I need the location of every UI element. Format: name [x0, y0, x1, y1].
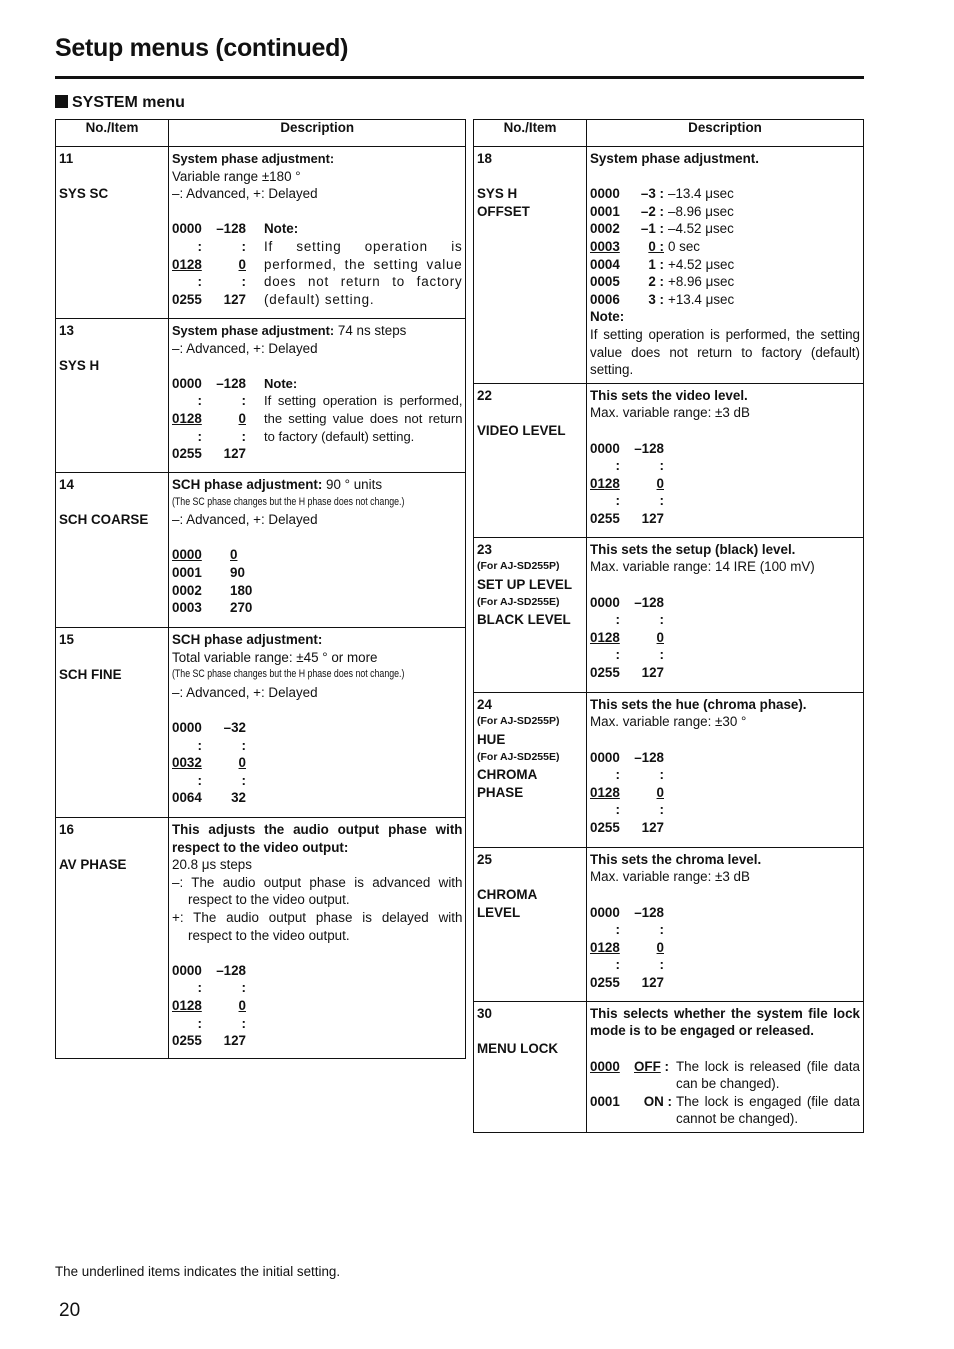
- note-text: If setting operation is performed, the setting value does not return to factory (default) setting.: [264, 238, 463, 307]
- value-key: 0255: [590, 510, 620, 526]
- value-key-default: 0128: [590, 475, 620, 491]
- value-desc: +13.4 μsec: [668, 291, 735, 307]
- value-val: 127: [223, 446, 246, 462]
- item-cell: [56, 628, 169, 818]
- item-cell: [56, 319, 169, 473]
- description-text: –: Advanced, +: Delayed: [172, 512, 318, 528]
- value-val: –128: [634, 904, 664, 920]
- note-text: If setting operation is performed, the setting value does not return to factory (default) setting.: [264, 393, 463, 444]
- value-colon: :: [615, 957, 620, 973]
- value-val-text: ON: [643, 1093, 664, 1109]
- value-colon: :: [659, 802, 664, 818]
- value-val: 90: [230, 564, 245, 580]
- value-grid: [590, 904, 860, 992]
- description-heading: This sets the chroma level.: [590, 851, 762, 867]
- value-key-default: 0128: [172, 256, 202, 272]
- description-heading: This sets the video level.: [590, 387, 748, 403]
- value-colon: :: [241, 238, 246, 254]
- description-cell: [587, 692, 864, 847]
- value-key: 0001: [590, 1093, 620, 1109]
- description-heading: This sets the hue (chroma phase).: [590, 696, 807, 712]
- value-val: 127: [641, 510, 664, 526]
- value-key: 0255: [590, 974, 620, 990]
- value-colon: :: [615, 612, 620, 628]
- value-key: 0255: [172, 1033, 202, 1049]
- item-name: VIDEO LEVEL: [477, 422, 566, 438]
- item-name: SYS H: [59, 358, 100, 374]
- description-text: Max. variable range: ±3 dB: [590, 405, 750, 421]
- value-key: 0001: [590, 203, 620, 219]
- title-rule: [55, 76, 864, 79]
- value-val-default: 0: [656, 629, 664, 645]
- value-desc: The lock is engaged (file data cannot be changed).: [676, 1093, 860, 1127]
- header-description: Description: [587, 120, 864, 147]
- value-colon: :: [241, 980, 246, 996]
- value-val-default: [638, 238, 668, 256]
- value-key-default: 0000: [590, 1058, 620, 1074]
- note-label: Note:: [264, 375, 298, 391]
- description-text: Total variable range: ±45 ° or more: [172, 649, 378, 665]
- note-text: If setting operation is performed, the setting value does not return to factory (default) setting.: [590, 326, 860, 378]
- value-colon: :: [241, 772, 246, 788]
- value-colon: :: [659, 612, 664, 628]
- value-colon: :: [197, 772, 202, 788]
- item-name: AV PHASE: [59, 857, 127, 873]
- value-grid: [172, 719, 462, 807]
- item-number: 16: [59, 822, 74, 837]
- value-key-default: 0032: [172, 755, 202, 771]
- description-text: 90 ° units: [322, 477, 383, 492]
- value-colon: :: [615, 493, 620, 509]
- description-small-note: (The SC phase changes but the H phase does not change.): [172, 495, 405, 508]
- value-colon: :: [241, 428, 246, 444]
- item-cell: [474, 847, 587, 1001]
- header-no-item: No./Item: [474, 120, 587, 147]
- description-heading: System phase adjustment:: [172, 323, 335, 338]
- left-table: [55, 119, 466, 1059]
- value-key: 0000: [590, 440, 620, 456]
- value-key: 0001: [172, 564, 202, 580]
- value-grid: [590, 594, 860, 682]
- description-cell: [587, 537, 864, 692]
- value-val: –128: [216, 375, 246, 391]
- right-table: [473, 119, 864, 1133]
- value-colon: :: [197, 238, 202, 254]
- value-val: –32: [223, 719, 246, 735]
- value-grid: [590, 440, 860, 528]
- table-row: [56, 628, 466, 818]
- item-cell: [474, 1001, 587, 1132]
- value-val: ON :: [643, 1093, 672, 1109]
- item-name: LEVEL: [477, 904, 521, 920]
- value-val: –128: [634, 440, 664, 456]
- value-val: 127: [223, 1033, 246, 1049]
- value-colon: :: [615, 458, 620, 474]
- table-row: [474, 692, 864, 847]
- item-cell: [56, 473, 169, 628]
- description-heading: SCH phase adjustment:: [172, 632, 323, 647]
- item-cell: [474, 692, 587, 847]
- description-cell: [169, 473, 466, 628]
- item-number: 30: [477, 1005, 492, 1021]
- item-name: BLACK LEVEL: [477, 612, 571, 628]
- value-colon: :: [659, 922, 664, 938]
- value-key-default: 0128: [590, 629, 620, 645]
- table-row: [56, 147, 466, 319]
- value-key: 0000: [590, 594, 620, 610]
- value-key: 0255: [172, 446, 202, 462]
- value-val-default-text: 0 :: [648, 238, 664, 254]
- value-colon: :: [197, 393, 202, 409]
- value-val-default: 0: [238, 410, 246, 426]
- value-colon: :: [659, 493, 664, 509]
- value-block: [172, 220, 462, 308]
- value-colon: :: [241, 737, 246, 753]
- description-heading: This sets the setup (black) level.: [590, 541, 796, 557]
- description-heading: This selects whether the system file lock mode is to be engaged or released.: [590, 1005, 860, 1039]
- description-cell: [169, 628, 466, 818]
- description-text: –: The audio output phase is advanced with respect to the video output.: [172, 874, 463, 908]
- value-key: 0000: [172, 221, 202, 237]
- model-note: (For AJ-SD255P): [477, 560, 560, 573]
- value-key: 0000: [590, 749, 620, 765]
- value-key: 0002: [172, 582, 202, 598]
- description-text: Max. variable range: ±3 dB: [590, 869, 750, 885]
- value-grid: [590, 749, 860, 837]
- table-row: [56, 473, 466, 628]
- description-cell: [587, 383, 864, 537]
- value-key-default: 0003: [590, 238, 620, 254]
- value-key: 0255: [172, 291, 202, 307]
- value-key: 0000: [590, 186, 620, 202]
- value-val: –128: [634, 594, 664, 610]
- page-number: 20: [59, 1300, 81, 1321]
- description-text: –: Advanced, +: Delayed: [172, 684, 318, 700]
- value-val: 270: [230, 600, 253, 616]
- value-val: 180: [230, 582, 253, 598]
- description-text: Max. variable range: 14 IRE (100 mV): [590, 559, 815, 575]
- note-label: Note:: [590, 309, 625, 325]
- value-key-default: 0128: [590, 939, 620, 955]
- value-colon: :: [615, 767, 620, 783]
- description-small-note: (The SC phase changes but the H phase does not change.): [172, 668, 405, 681]
- value-val-default: 0: [656, 784, 664, 800]
- value-colon: :: [615, 647, 620, 663]
- header-row: [474, 120, 864, 147]
- description-text: –: Advanced, +: Delayed: [172, 186, 318, 202]
- value-colon: :: [197, 274, 202, 290]
- item-name: SYS H: [477, 186, 518, 202]
- item-name: SET UP LEVEL: [477, 576, 572, 592]
- table-row: [474, 537, 864, 692]
- item-number: 23: [477, 541, 492, 557]
- value-desc: –8.96 μsec: [668, 203, 734, 219]
- item-number: 24: [477, 696, 492, 712]
- note-block: [260, 220, 462, 308]
- item-cell: [474, 383, 587, 537]
- value-colon: :: [659, 647, 664, 663]
- value-key: 0000: [172, 375, 202, 391]
- item-name: CHROMA: [477, 767, 538, 783]
- description-cell: [587, 847, 864, 1001]
- value-val-default: 0: [656, 939, 664, 955]
- description-heading: This adjusts the audio output phase with respect to the video output:: [172, 822, 463, 855]
- value-val-default: 0: [230, 547, 238, 563]
- description-heading: System phase adjustment.: [590, 151, 759, 166]
- value-key: 0255: [590, 819, 620, 835]
- value-colon: :: [241, 1015, 246, 1031]
- value-val: 127: [641, 664, 664, 680]
- header-row: [56, 120, 466, 147]
- footnote: The underlined items indicates the initial setting.: [55, 1264, 341, 1279]
- value-desc: –13.4 μsec: [668, 186, 734, 202]
- model-note: (For AJ-SD255E): [477, 595, 560, 608]
- section-heading: [55, 94, 185, 112]
- value-val: 32: [231, 790, 246, 806]
- value-key: 0004: [590, 256, 620, 272]
- table-row: [56, 319, 466, 473]
- value-grid: [590, 1058, 860, 1128]
- item-cell: [474, 147, 587, 384]
- item-number: 13: [59, 323, 74, 338]
- table-row: [56, 818, 466, 1059]
- value-val: 3 :: [648, 291, 664, 307]
- item-cell: [56, 818, 169, 1059]
- item-name: SCH COARSE: [59, 512, 149, 528]
- value-colon: :: [197, 737, 202, 753]
- value-val-default-text: OFF: [634, 1058, 661, 1074]
- item-cell: [474, 537, 587, 692]
- item-cell: [56, 147, 169, 319]
- item-name: SYS SC: [59, 186, 109, 202]
- value-val: –128: [216, 962, 246, 978]
- item-number: 18: [477, 151, 492, 166]
- table-row: [474, 847, 864, 1001]
- description-cell: [587, 147, 864, 384]
- value-val-default: 0: [238, 256, 246, 272]
- value-val-default: OFF :: [634, 1058, 669, 1074]
- value-colon: :: [241, 274, 246, 290]
- value-desc: +8.96 μsec: [668, 274, 735, 290]
- value-desc: –4.52 μsec: [668, 221, 734, 237]
- model-note: (For AJ-SD255P): [477, 715, 560, 728]
- value-block: [172, 375, 462, 463]
- table-row: [474, 147, 864, 384]
- item-number: 14: [59, 477, 74, 492]
- section-label: SYSTEM menu: [72, 94, 185, 111]
- value-val: 127: [223, 291, 246, 307]
- value-key: 0255: [590, 664, 620, 680]
- description-text: 20.8 μs steps: [172, 857, 252, 873]
- table-row: [474, 1001, 864, 1132]
- value-val: –1 :: [640, 221, 664, 237]
- note-block: [260, 375, 462, 463]
- description-text: Variable range ±180 °: [172, 168, 301, 184]
- square-bullet-icon: [55, 95, 68, 108]
- note-label: Note:: [264, 221, 299, 237]
- value-desc: The lock is released (file data can be changed).: [676, 1058, 860, 1092]
- value-colon: :: [615, 922, 620, 938]
- value-val: 127: [641, 974, 664, 990]
- description-cell: [169, 147, 466, 319]
- item-name: CHROMA: [477, 886, 538, 902]
- item-number: 11: [59, 151, 74, 166]
- value-colon: :: [659, 458, 664, 474]
- value-grid: [172, 375, 260, 463]
- value-key: 0000: [172, 962, 202, 978]
- value-key-default: 0128: [590, 784, 620, 800]
- description-text: +: The audio output phase is delayed with respect to the video output.: [172, 909, 463, 943]
- value-grid: [172, 546, 462, 616]
- value-key: 0005: [590, 274, 620, 290]
- value-colon: :: [197, 1015, 202, 1031]
- value-grid: [590, 185, 860, 308]
- value-colon: :: [197, 980, 202, 996]
- value-grid: [172, 220, 260, 308]
- value-colon: :: [197, 428, 202, 444]
- value-colon: :: [615, 802, 620, 818]
- description-text: 74 ns steps: [334, 323, 407, 338]
- item-number: 15: [59, 632, 74, 647]
- value-colon: :: [659, 957, 664, 973]
- value-key: 0000: [590, 904, 620, 920]
- header-description: Description: [169, 120, 466, 147]
- value-desc: +4.52 μsec: [668, 256, 735, 272]
- description-cell: [169, 818, 466, 1059]
- value-key: 0006: [590, 291, 620, 307]
- value-val-default: 0: [656, 475, 664, 491]
- value-colon: :: [241, 393, 246, 409]
- value-key: 0003: [172, 600, 202, 616]
- value-desc: 0 sec: [668, 238, 701, 254]
- value-val-default: 0: [238, 997, 246, 1013]
- description-cell: [169, 319, 466, 473]
- item-name: SCH FINE: [59, 667, 122, 683]
- value-key: 0002: [590, 221, 620, 237]
- value-grid: [172, 962, 462, 1050]
- header-no-item: No./Item: [56, 120, 169, 147]
- value-key-default: 0000: [172, 547, 202, 563]
- value-val: 127: [641, 819, 664, 835]
- value-val-default: 0: [238, 755, 246, 771]
- page-title: Setup menus (continued): [55, 34, 349, 62]
- value-val: –128: [634, 749, 664, 765]
- value-key-default: 0128: [172, 410, 202, 426]
- value-key: 0064: [172, 790, 202, 806]
- value-val: –2 :: [640, 203, 664, 219]
- item-name: HUE: [477, 731, 506, 747]
- description-cell: [587, 1001, 864, 1132]
- value-key: 0000: [172, 719, 202, 735]
- item-number: 25: [477, 851, 492, 867]
- value-key-default: 0128: [172, 997, 202, 1013]
- value-val: –3 :: [640, 186, 664, 202]
- value-val: –128: [216, 221, 246, 237]
- description-heading: System phase adjustment:: [172, 151, 335, 166]
- value-colon: :: [659, 767, 664, 783]
- description-text: Max. variable range: ±30 °: [590, 714, 747, 730]
- value-val: 2 :: [648, 274, 664, 290]
- item-number: 22: [477, 387, 492, 403]
- description-text: –: Advanced, +: Delayed: [172, 340, 318, 356]
- item-name: OFFSET: [477, 203, 530, 219]
- item-name: MENU LOCK: [477, 1040, 559, 1056]
- description-heading: SCH phase adjustment:: [172, 477, 323, 492]
- item-name: PHASE: [477, 784, 524, 800]
- value-val: 1 :: [648, 256, 664, 272]
- model-note: (For AJ-SD255E): [477, 750, 560, 763]
- table-row: [474, 383, 864, 537]
